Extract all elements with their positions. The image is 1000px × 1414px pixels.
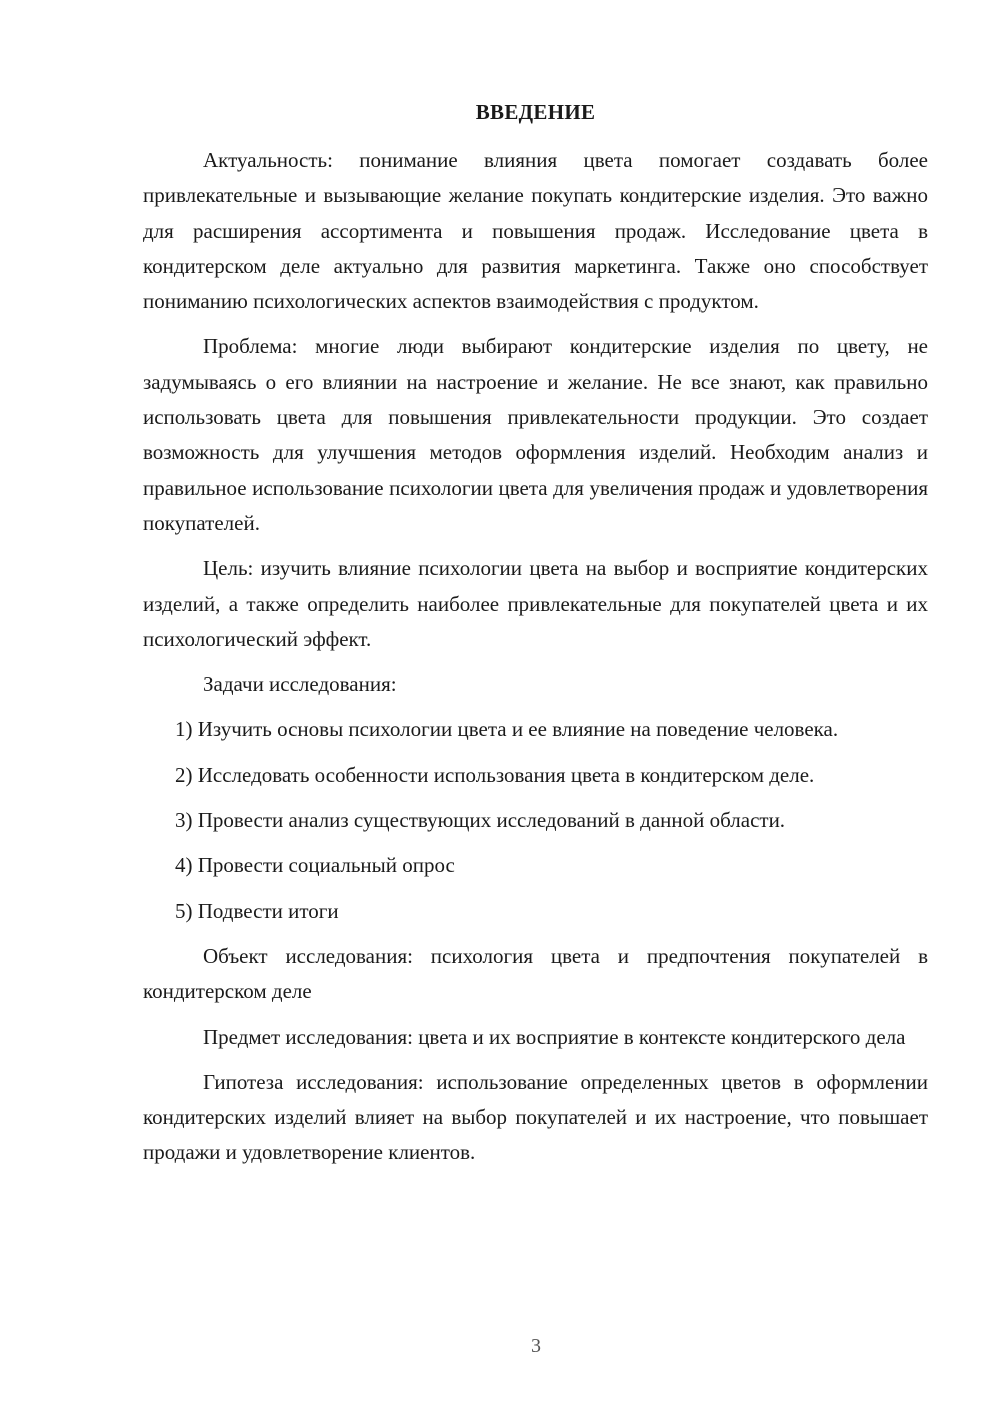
paragraph-goal: Цель: изучить влияние психологии цвета на выбор и восприятие кондитерских изделий, а также определить наиболее привлекательные для покупателей цвета и их психологический эффект.: [143, 556, 928, 651]
task-item-3: 3) Провести анализ существующих исследований в данной области.: [175, 808, 786, 833]
paragraph-subject: Предмет исследования: цвета и их восприятие в контексте кондитерского дела: [203, 1024, 906, 1049]
task-item-2: 2) Исследовать особенности использования цвета в кондитерском деле.: [175, 762, 815, 787]
task-item-5: 5) Подвести итоги: [175, 898, 339, 923]
paragraph-hypothesis: Гипотеза исследования: использование определенных цветов в оформлении кондитерских изделий влияет на выбор покупателей и их настроение, что повышает продажи и удовлетворение клиентов.: [143, 1069, 928, 1165]
paragraph-relevance: Актуальность: понимание влияния цвета помогает создавать более привлекательные и вызывающие желание покупать кондитерские изделия. Это важно для расширения ассортимента и повышения продаж. Исследование цвета в кондитерском деле актуально для развития маркетинга. Также оно способствует пониманию психологических аспектов взаимодействия с продуктом.: [143, 148, 928, 314]
task-item-4: 4) Провести социальный опрос: [175, 853, 455, 878]
paragraph-object: Объект исследования: психология цвета и предпочтения покупателей в кондитерском деле: [143, 943, 928, 1004]
task-item-1: 1) Изучить основы психологии цвета и ее влияние на поведение человека.: [175, 717, 839, 742]
paragraph-problem: Проблема: многие люди выбирают кондитерские изделия по цвету, не задумываясь о его влиянии на настроение и желание. Не все знают, как правильно использовать цвета для повышения привлекательности продукции. Это создает возможность для улучшения методов оформления изделий. Необходим анализ и правильное использование психологии цвета для увеличения продаж и удовлетворения покупателей.: [143, 334, 928, 535]
page-content: [143, 95, 928, 1181]
page-number: 3: [531, 1335, 541, 1357]
page-title: ВВЕДЕНИЕ: [475, 100, 596, 124]
tasks-heading: Задачи исследования:: [203, 672, 397, 697]
